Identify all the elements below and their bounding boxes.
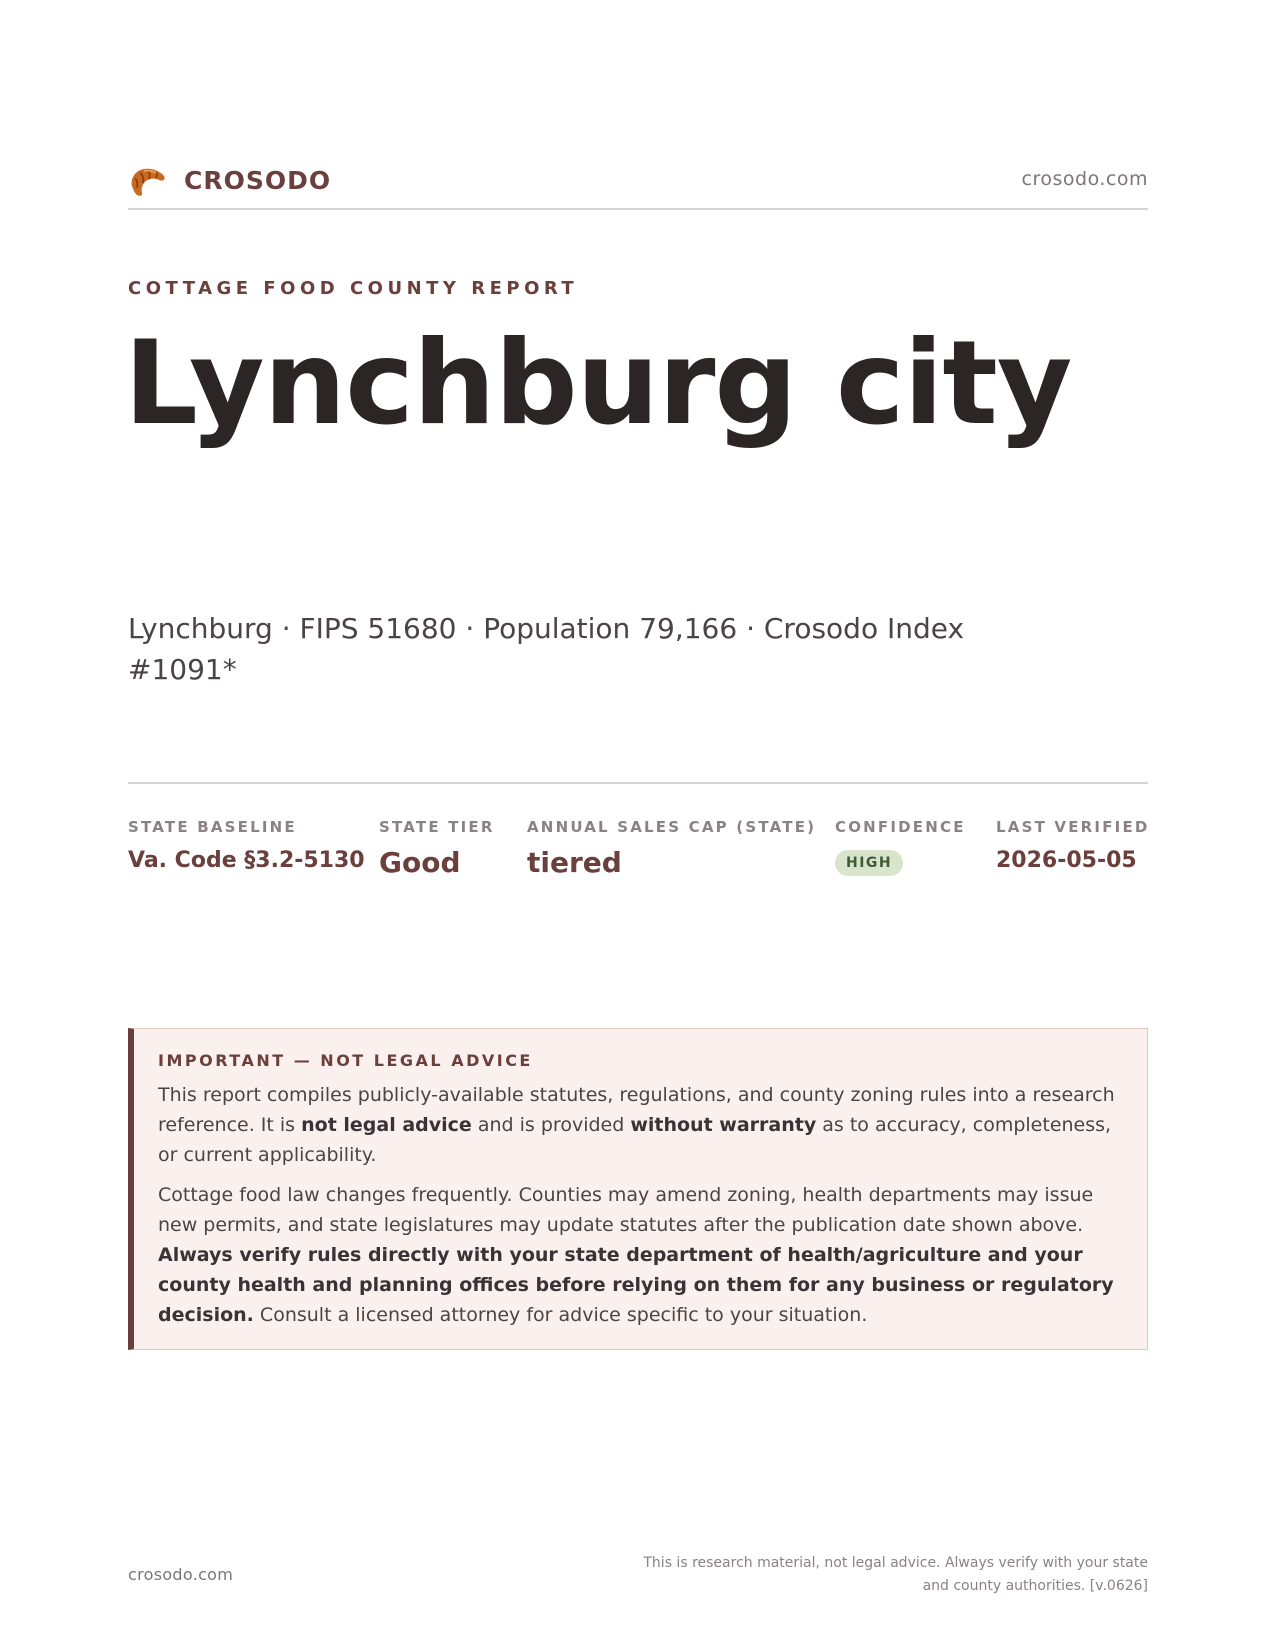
notice-title: IMPORTANT — NOT LEGAL ADVICE — [158, 1051, 533, 1070]
brand-name: CROSODO — [184, 165, 332, 195]
stat-value: 2026-05-05 — [996, 848, 1137, 873]
footer-disclaimer-line: This is research material, not legal advice. Always verify with your state — [643, 1555, 1148, 1571]
confidence-badge: HIGH — [835, 850, 903, 876]
stat-state-baseline — [128, 818, 365, 873]
report-subtitle: Lynchburg · FIPS 51680 · Population 79,166 · Crosodo Index #1091* — [128, 612, 965, 686]
stat-value: Va. Code §3.2-5130 — [128, 848, 365, 873]
page-title: Lynchburg city — [124, 316, 1072, 451]
stat-label: STATE TIER — [379, 818, 495, 836]
page-header — [128, 158, 1148, 210]
stat-value: tiered — [527, 846, 622, 879]
notice-paragraph: This report compiles publicly-available statutes, regulations, and county zoning rules into a research reference. It is not legal advice and is provided without warranty as to accuracy, completeness, or current applicability. — [158, 1084, 1115, 1166]
stat-label: STATE BASELINE — [128, 818, 297, 836]
stat-label: LAST VERIFIED — [996, 818, 1150, 836]
notice-paragraph: Cottage food law changes frequently. Counties may amend zoning, health departments may issue new permits, and state legislatures may update statutes after the publication date shown above. Always verify rules directly with your state department of health/agriculture and your county health and planning offices before relying on them for any business or regulatory decision. Consult a licensed attorney for advice specific to your situation. — [158, 1184, 1114, 1326]
stat-state-tier — [379, 818, 495, 879]
site-url[interactable]: crosodo.com — [1021, 168, 1148, 190]
footer-disclaimer — [628, 1552, 1148, 1598]
stat-label: CONFIDENCE — [835, 818, 966, 836]
divider — [128, 782, 1148, 784]
stat-confidence — [835, 818, 966, 876]
brand[interactable] — [128, 162, 331, 198]
stat-annual-sales-cap — [527, 818, 816, 879]
report-eyebrow: COTTAGE FOOD COUNTY REPORT — [128, 278, 579, 299]
legal-notice — [128, 1028, 1148, 1350]
footer-site-url[interactable]: crosodo.com — [128, 1565, 234, 1584]
stat-value: Good — [379, 846, 461, 879]
stat-last-verified — [996, 818, 1150, 873]
footer-disclaimer-line: and county authorities. [v.0626] — [922, 1578, 1148, 1594]
stat-label: ANNUAL SALES CAP (STATE) — [527, 818, 817, 836]
croissant-icon — [128, 162, 168, 198]
